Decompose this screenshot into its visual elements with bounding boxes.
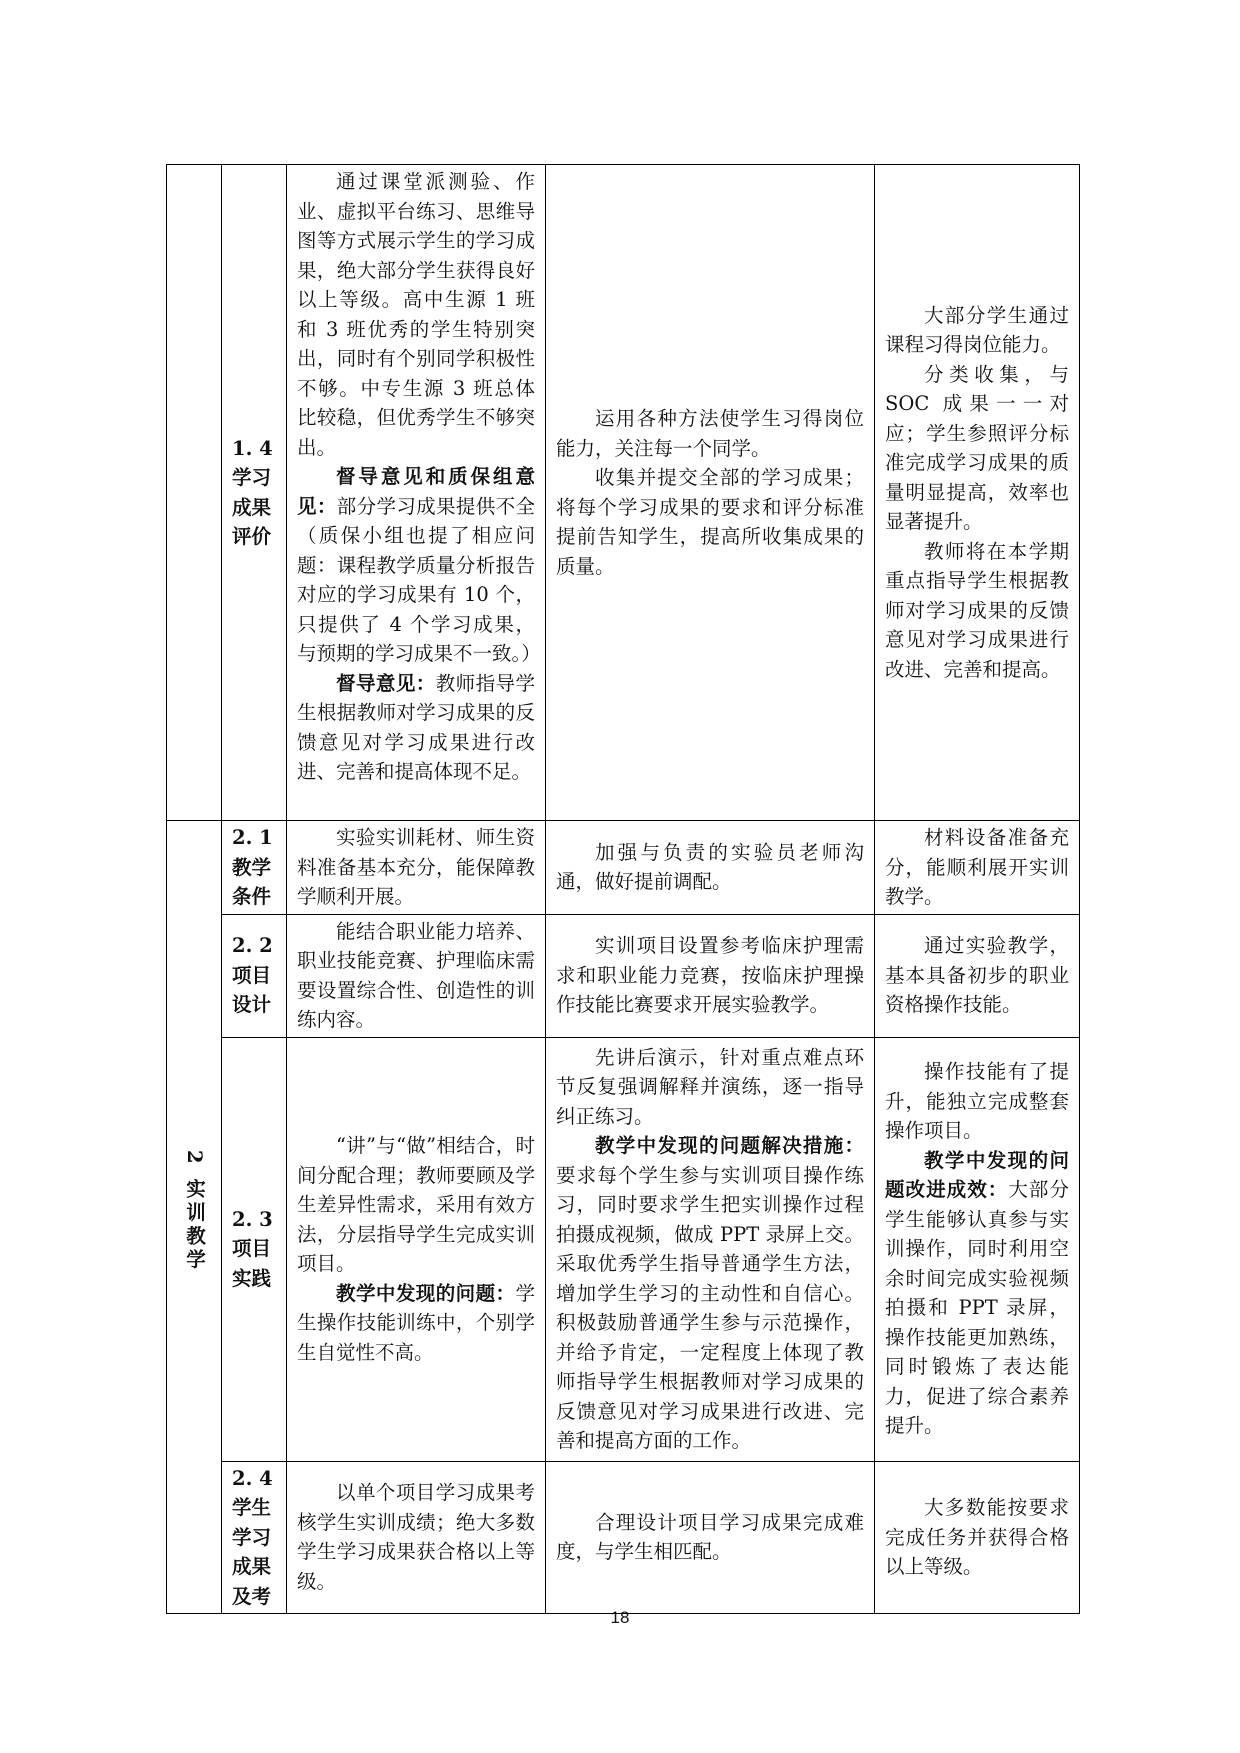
supervisor-label: 督导意见和质保组意见： bbox=[297, 465, 535, 518]
measure-cell bbox=[546, 165, 875, 821]
measure-paragraph: 合理设计项目学习成果完成难度，与学生相匹配。 bbox=[556, 1510, 864, 1564]
subsection-cell bbox=[222, 1461, 287, 1614]
subsection-cell bbox=[222, 821, 287, 915]
subsection-number: 1. 4 bbox=[232, 436, 273, 460]
subsection-cell bbox=[222, 1037, 287, 1461]
measure-label: 教学中发现的问题解决措施： bbox=[595, 1134, 864, 1157]
effect-cell bbox=[875, 1037, 1080, 1461]
effect-text: 大部分学生能够认真参与实训操作，同时利用空余时间完成实验视频拍摄和 PPT 录屏，操作技能更加熟练，同时锻炼了表达能力，促进了综合素养提升。 bbox=[885, 1178, 1069, 1438]
effect-paragraph: 分类收集，与 SOC 成果一一对应；学生参照评分标准完成学习成果的质量明显提高，效率也显著提升。 bbox=[885, 362, 1069, 534]
subsection-cell bbox=[222, 165, 287, 821]
problem-cell bbox=[287, 821, 546, 915]
problem-paragraph bbox=[297, 669, 535, 787]
measure-cell bbox=[546, 1461, 875, 1614]
problem-cell bbox=[287, 914, 546, 1037]
problem-paragraph: 通过课堂派测验、作业、虚拟平台练习、思维导图等方式展示学生的学习成果，绝大部分学生获得良好以上等级。高中生源 1 班和 3 班优秀的学生特别突出，同时有个别同学积极性不够。中专生源 3 班总体比较稳，但优秀学生不够突出。 bbox=[297, 170, 535, 459]
problem-label: 教学中发现的问题： bbox=[336, 1281, 516, 1305]
subsection-title-line: 项目 bbox=[232, 1237, 272, 1261]
subsection-number: 2. 2 bbox=[232, 934, 273, 958]
subsection-title-line: 设计 bbox=[232, 993, 272, 1017]
subsection-cell bbox=[222, 914, 287, 1037]
evaluation-table bbox=[166, 164, 1080, 1614]
measure-paragraph: 收集并提交全部的学习成果；将每个学习成果的要求和评分标准提前告知学生，提高所收集成果的质量。 bbox=[556, 466, 864, 578]
section-cell-empty bbox=[167, 165, 222, 821]
table-row bbox=[167, 914, 1080, 1037]
problem-paragraph bbox=[297, 1279, 535, 1368]
problem-paragraph: “讲”与“做”相结合，时间分配合理；教师要顾及学生差异性需求，采用有效方法，分层指导学生完成实训项目。 bbox=[297, 1134, 535, 1275]
problem-text: 部分学习成果提供不全（质保小组也提了相应问题：课程教学质量分析报告对应的学习成果有 10 个，只提供了 4 个学习成果，与预期的学习成果不一致。） bbox=[297, 494, 541, 665]
subsection-title-line: 条件 bbox=[232, 885, 272, 908]
problem-paragraph: 能结合职业能力培养、职业技能竞赛、护理临床需要设置综合性、创造性的训练内容。 bbox=[297, 919, 535, 1031]
measure-paragraph bbox=[556, 1131, 864, 1456]
measure-paragraph: 运用各种方法使学生习得岗位能力，关注每一个同学。 bbox=[556, 407, 864, 460]
problem-paragraph bbox=[297, 462, 541, 669]
subsection-title-line: 教学 bbox=[232, 855, 272, 879]
table-row bbox=[167, 821, 1080, 915]
subsection-title-line: 学习 bbox=[232, 1525, 272, 1549]
subsection-title-line: 及考 bbox=[232, 1584, 272, 1608]
section-cell bbox=[167, 821, 222, 1614]
effect-label: 教学中发现的问题改进成效： bbox=[885, 1148, 1069, 1202]
effect-paragraph: 教师将在本学期重点指导学生根据教师对学习成果的反馈意见对学习成果进行改进、完善和提高。 bbox=[885, 539, 1069, 681]
effect-paragraph: 操作技能有了提升，能独立完成整套操作项目。 bbox=[885, 1060, 1069, 1143]
subsection-title-line: 项目 bbox=[232, 963, 272, 987]
page-number: 18 bbox=[610, 1608, 630, 1627]
effect-paragraph: 通过实验教学，基本具备初步的职业资格操作技能。 bbox=[885, 934, 1069, 1017]
measure-paragraph: 先讲后演示，针对重点难点环节反复强调解释并演练，逐一指导纠正练习。 bbox=[556, 1045, 864, 1128]
subsection-title-line: 评价 bbox=[232, 525, 272, 548]
problem-cell bbox=[287, 165, 546, 821]
table-row bbox=[167, 165, 1080, 821]
problem-paragraph: 以单个项目学习成果考核学生实训成绩；绝大多数学生学习成果获合格以上等级。 bbox=[297, 1481, 535, 1593]
effect-cell bbox=[875, 1461, 1080, 1614]
problem-cell bbox=[287, 1461, 546, 1614]
subsection-title-line: 实践 bbox=[232, 1266, 272, 1290]
effect-paragraph bbox=[885, 1146, 1069, 1441]
measure-paragraph: 实训项目设置参考临床护理需求和职业能力竞赛，按临床护理操作技能比赛要求开展实验教学。 bbox=[556, 934, 864, 1017]
measure-cell bbox=[546, 821, 875, 915]
measure-cell bbox=[546, 914, 875, 1037]
effect-paragraph: 大多数能按要求完成任务并获得合格以上等级。 bbox=[885, 1496, 1069, 1578]
subsection-title-line: 成果 bbox=[232, 1555, 272, 1578]
subsection-title-line: 学习 bbox=[232, 466, 272, 489]
subsection-title-line: 学生 bbox=[232, 1496, 272, 1519]
problem-paragraph: 实验实训耗材、师生资料准备基本充分，能保障教学顺利开展。 bbox=[297, 826, 535, 908]
measure-paragraph: 加强与负责的实验员老师沟通，做好提前调配。 bbox=[556, 840, 864, 894]
subsection-title-line: 成果 bbox=[232, 495, 272, 519]
subsection-number: 2. 1 bbox=[232, 826, 273, 849]
effect-cell bbox=[875, 165, 1080, 821]
measure-cell bbox=[546, 1037, 875, 1461]
effect-cell bbox=[875, 821, 1080, 915]
measure-text: 要求每个学生参与实训项目操作练习，同时要求学生把实训操作过程拍摄成视频，做成 PPT 录屏上交。采取优秀学生指导普通学生方法，增加学生学习的主动性和自信心。积极鼓励普通学生参与示范操作，并给予肯定，一定程度上体现了教师指导学生根据教师对学习成果的反馈意见对学习成果进行改进、完善和提高方面的工作。 bbox=[556, 1163, 864, 1452]
section-title: 2 实训教学 bbox=[183, 1150, 206, 1273]
effect-paragraph: 大部分学生通过课程习得岗位能力。 bbox=[885, 303, 1069, 357]
effect-paragraph: 材料设备准备充分，能顺利展开实训教学。 bbox=[885, 826, 1069, 908]
effect-cell bbox=[875, 914, 1080, 1037]
table-row bbox=[167, 1461, 1080, 1614]
problem-text: 教师指导学生根据教师对学习成果的反馈意见对学习成果进行改进、完善和提高体现不足。 bbox=[297, 671, 535, 783]
subsection-number: 2. 4 bbox=[232, 1466, 273, 1490]
problem-text: 学生操作技能训练中，个别学生自觉性不高。 bbox=[297, 1281, 535, 1364]
subsection-number: 2. 3 bbox=[232, 1207, 273, 1231]
table-row bbox=[167, 1037, 1080, 1461]
supervisor-label: 督导意见： bbox=[336, 671, 436, 695]
problem-cell bbox=[287, 1037, 546, 1461]
